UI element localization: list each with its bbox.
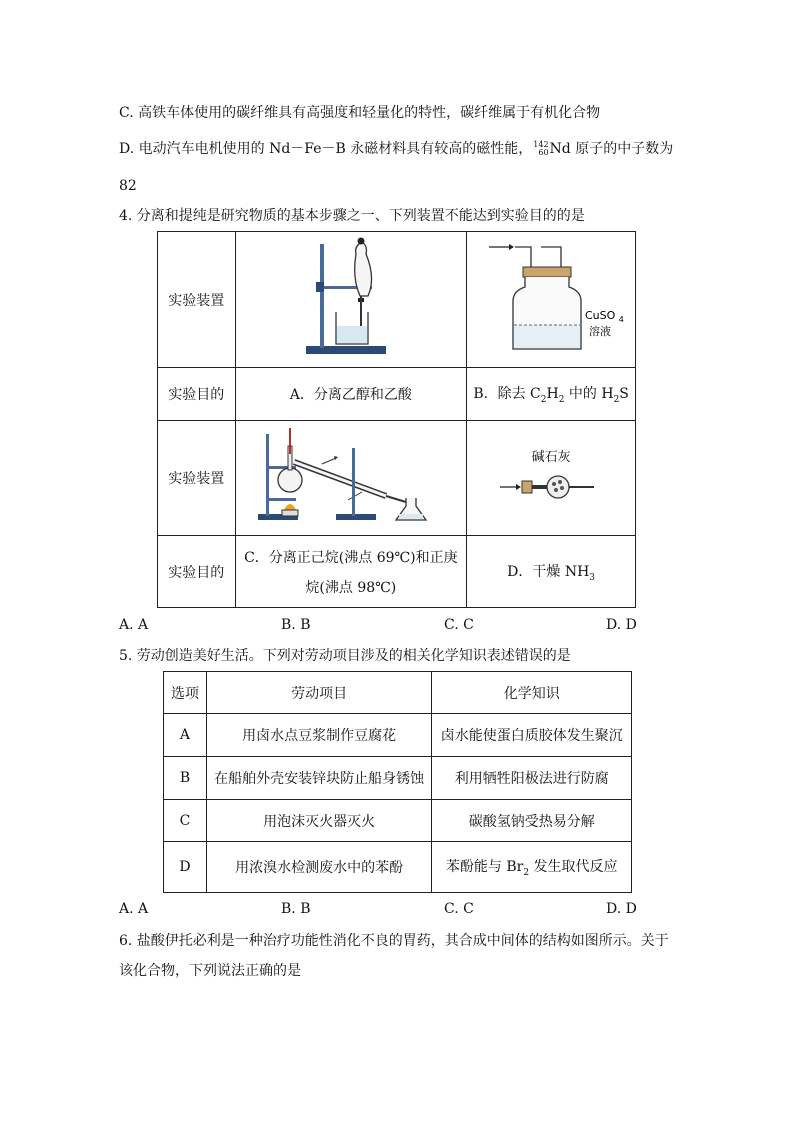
row-a-project: 用卤水点豆浆制作豆腐花 [206,714,431,757]
apparatus-a [235,232,467,368]
apparatus-b [467,232,636,368]
row-b-project: 在船舶外壳安装锌块防止船身锈蚀 [206,757,431,800]
apparatus-c [235,421,467,536]
bottle-label [585,309,624,324]
q3-option-d-prefix: D. 电动汽车电机使用的 Nd－Fe－B 永磁材料具有较高的磁性能， [119,141,533,157]
row-c-option: C [164,800,207,842]
isotope-notation [533,141,548,157]
q3-option-d-continued: 82 [119,178,137,194]
q5-table [163,671,632,893]
row-b-knowledge: 利用牺牲阳极法进行防腐 [432,757,632,800]
q4-option-d: D. D [606,617,637,633]
q5-option-d: D. D [606,901,637,917]
row-label-device-2: 实验装置 [158,421,236,536]
row-a-option: A [164,714,207,757]
sub-2b: 2 [558,394,565,405]
q4-option-a: A. A [119,617,149,633]
purpose-d [467,536,636,608]
table-row [164,800,632,842]
q4-option-c: C. C [444,617,474,633]
q5-option-b: B. B [281,901,311,917]
purpose-c-line1: C．分离正己烷(沸点 69℃)和正庚 [244,549,458,566]
q5-option-a: A. A [119,901,149,917]
table-row [164,842,632,893]
row-b-option: B [164,757,207,800]
purpose-b-part2: H [546,386,559,403]
purpose-a: A．分离乙醇和乙酸 [235,368,467,421]
purpose-c [235,536,467,608]
row-d-knowledge-pre: 苯酚能与 Br [445,859,524,876]
sub-2c: 2 [613,394,620,405]
q4-options [119,615,639,635]
purpose-c-line2: 烷(沸点 98℃) [305,579,397,596]
q5-stem: 5. 劳动创造美好生活。下列对劳动项目涉及的相关化学知识表述错误的是 [119,648,571,664]
row-a-knowledge: 卤水能使蛋白质胶体发生聚沉 [432,714,632,757]
q5-options [119,899,639,919]
row-d-knowledge-post: 发生取代反应 [529,859,618,876]
row-d-project: 用浓溴水检测废水中的苯酚 [206,842,431,893]
table-row [164,757,632,800]
row-c-knowledge: 碳酸氢钠受热易分解 [432,800,632,842]
gas-washing-bottle-icon [481,239,624,357]
distillation-apparatus-icon [256,426,446,526]
purpose-b-part4: S [619,386,629,403]
header-knowledge: 化学知识 [432,672,632,714]
q4-apparatus-table [157,231,636,608]
mass-number: 142 [533,140,549,149]
q4-stem: 4. 分离和提纯是研究物质的基本步骤之一、下列装置不能达到实验目的的是 [119,208,585,224]
drying-tube-label: 碱石灰 [531,449,571,465]
purpose-d-text: D．干燥 NH [507,563,590,580]
q3-option-d-suffix: Nd 原子的中子数为 [549,141,674,157]
q6-stem-line1: 6. 盐酸伊托必利是一种治疗功能性消化不良的胃药，其合成中间体的结构如图所示。关于 [119,933,669,949]
q3-option-c: C. 高铁车体使用的碳纤维具有高强度和轻量化的特性，碳纤维属于有机化合物 [119,105,601,121]
row-d-knowledge-sub: 2 [523,867,530,878]
atomic-number: 60 [538,148,549,157]
row-label-device: 实验装置 [158,232,236,368]
purpose-b-part3: 中的 H [564,386,614,403]
row-c-project: 用泡沫灭火器灭火 [206,800,431,842]
row-d-knowledge [432,842,632,893]
apparatus-d [467,421,636,536]
header-project: 劳动项目 [206,672,431,714]
drying-tube-icon [496,467,606,507]
q3-option-d [119,139,673,159]
q5-option-c: C. C [444,901,474,917]
purpose-b-part1: B．除去 C [473,386,541,403]
separatory-funnel-icon [296,234,406,362]
sub-3: 3 [589,572,596,583]
q4-option-b: B. B [281,617,311,633]
header-option: 选项 [164,672,207,714]
row-d-option: D [164,842,207,893]
purpose-b [467,368,636,421]
bottle-label-text: CuSO [585,308,616,322]
bottle-label-sub: 4 [618,314,624,324]
sub-2a: 2 [540,394,547,405]
row-label-purpose-2: 实验目的 [158,536,236,608]
row-label-purpose-1: 实验目的 [158,368,236,421]
bottle-label-solution: 溶液 [589,324,612,338]
table-row [164,714,632,757]
q6-stem-line2: 该化合物，下列说法正确的是 [119,963,301,979]
